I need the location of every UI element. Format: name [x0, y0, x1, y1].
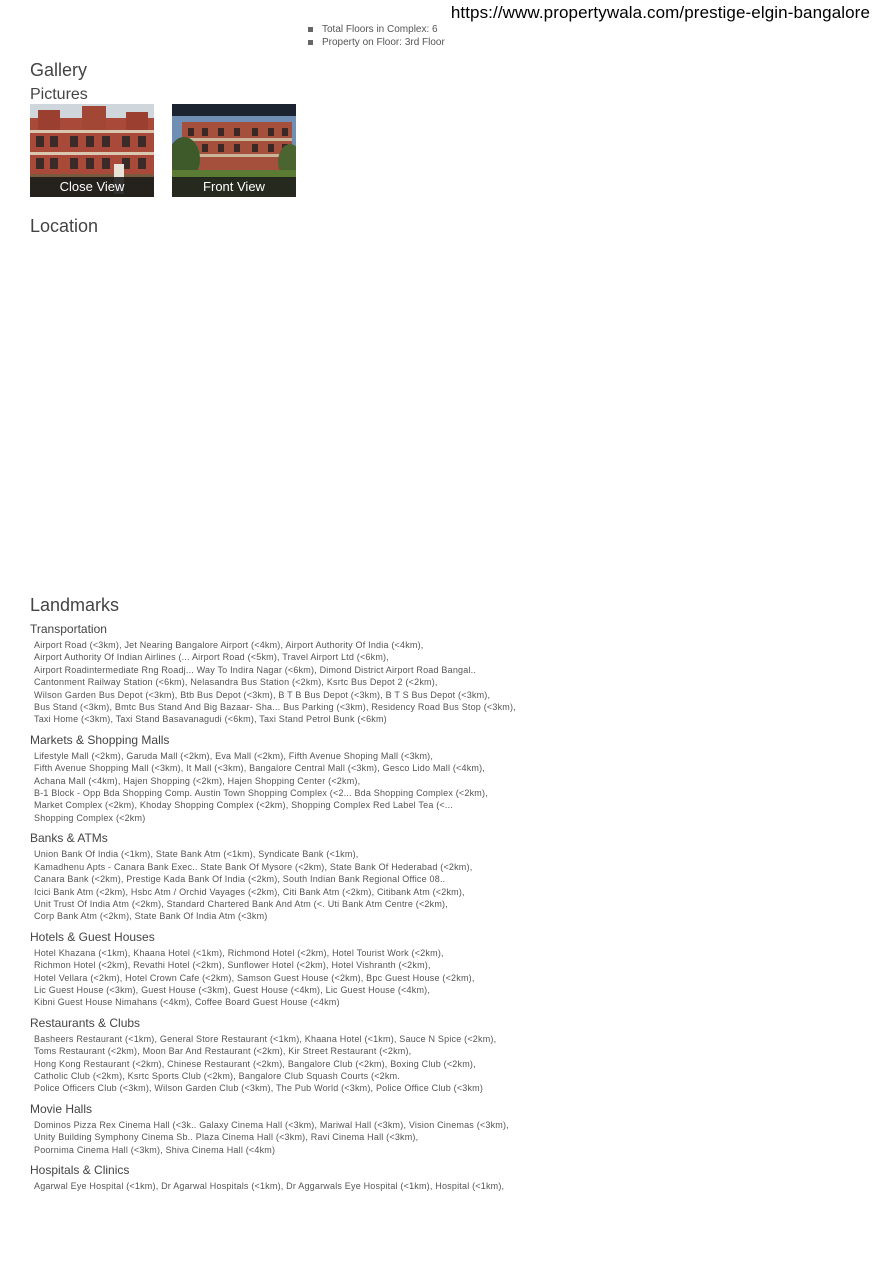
landmark-items — [34, 639, 870, 726]
landmark-category — [30, 1162, 870, 1192]
landmark-items — [34, 848, 870, 922]
landmark-line: Catholic Club (<2km), Ksrtc Sports Club (<2km), Bangalore Club Squash Courts (<2km. — [34, 1070, 400, 1081]
landmark-line: Kamadhenu Apts - Canara Bank Exec.. State Bank Of Mysore (<2km), State Bank Of Hederabad (<2km), — [34, 861, 473, 872]
landmark-line: Cantonment Railway Station (<6km), Nelasandra Bus Station (<2km), Ksrtc Bus Depot 2 (<2km), — [34, 677, 438, 688]
landmark-line: Union Bank Of India (<1km), State Bank Atm (<1km), Syndicate Bank (<1km), — [34, 849, 359, 860]
landmark-line: Lic Guest House (<3km), Guest House (<3km), Guest House (<4km), Lic Guest House (<4km), — [34, 984, 431, 995]
landmark-line: Toms Restaurant (<2km), Moon Bar And Restaurant (<2km), Kir Street Restaurant (<2km), — [34, 1046, 412, 1057]
landmark-line: Taxi Home (<3km), Taxi Stand Basavanagudi (<6km), Taxi Stand Petrol Bunk (<6km) — [34, 714, 387, 725]
landmark-category — [30, 732, 870, 824]
landmark-items — [34, 750, 870, 824]
gallery-thumb-front-view[interactable] — [172, 104, 296, 197]
landmark-line: B-1 Block - Opp Bda Shopping Comp. Austin Town Shopping Complex (<2... Bda Shopping Complex (<2km), — [34, 788, 488, 799]
landmark-line: Lifestyle Mall (<2km), Garuda Mall (<2km), Eva Mall (<2km), Fifth Avenue Shoping Mall (<3km), — [34, 750, 434, 761]
gallery-thumb-close-view[interactable] — [30, 104, 154, 197]
landmark-line: Kibni Guest House Nimahans (<4km), Coffee Board Guest House (<4km) — [34, 997, 340, 1008]
bullet-icon — [308, 27, 313, 32]
landmark-line: Airport Authority Of Indian Airlines (... Airport Road (<5km), Travel Airport Ltd (<6km), — [34, 652, 389, 663]
landmark-line: Agarwal Eye Hospital (<1km), Dr Agarwal Hospitals (<1km), Dr Aggarwals Eye Hospital (<1km), Hospital (<1km), — [34, 1181, 505, 1191]
landmark-line: Hotel Vellara (<2km), Hotel Crown Cafe (<2km), Samson Guest House (<2km), Bpc Guest House (<2km), — [34, 972, 475, 983]
landmark-line: Wilson Garden Bus Depot (<3km), Btb Bus Depot (<3km), B T B Bus Depot (<3km), B T S Bus Depot (<3km), — [34, 689, 491, 700]
landmark-line: Dominos Pizza Rex Cinema Hall (<3k.. Galaxy Cinema Hall (<3km), Mariwal Hall (<3km), Vision Cinemas (<3km), — [34, 1119, 509, 1130]
thumb-caption: Close View — [30, 177, 154, 197]
pictures-label: Pictures — [30, 86, 88, 103]
landmark-items — [34, 947, 870, 1009]
landmark-line: Police Officers Club (<3km), Wilson Garden Club (<3km), The Pub World (<3km), Police Office Club (<3km) — [34, 1083, 484, 1094]
landmark-category — [30, 830, 870, 922]
landmark-line: Hotel Khazana (<1km), Khaana Hotel (<1km), Richmond Hotel (<2km), Hotel Tourist Work (<2km), — [34, 947, 444, 958]
landmark-line: Richmon Hotel (<2km), Revathi Hotel (<2km), Sunflower Hotel (<2km), Hotel Vishranth (<2km), — [34, 960, 431, 971]
landmark-line: Corp Bank Atm (<2km), State Bank Of India Atm (<3km) — [34, 911, 268, 922]
location-map[interactable] — [30, 245, 860, 585]
landmark-line: Hong Kong Restaurant (<2km), Chinese Restaurant (<2km), Bangalore Club (<2km), Boxing Club (<2km), — [34, 1058, 476, 1069]
bullet-icon — [308, 40, 313, 45]
landmark-line: Canara Bank (<2km), Prestige Kada Bank Of India (<2km), South Indian Bank Regional Office 08.. — [34, 874, 446, 885]
landmark-category-title: Transportation — [30, 622, 107, 636]
detail-total-floors — [306, 23, 445, 36]
landmark-category-title: Restaurants & Clubs — [30, 1015, 141, 1030]
landmark-line: Bus Stand (<3km), Bmtc Bus Stand And Big Bazaar- Sha... Bus Parking (<3km), Residency Road Bus Stop (<3km), — [34, 702, 516, 713]
detail-text: Property on Floor: 3rd Floor — [322, 37, 445, 48]
landmark-items — [34, 1180, 870, 1192]
landmark-category-title: Banks & ATMs — [30, 831, 108, 846]
landmark-line: Unity Building Symphony Cinema Sb.. Plaza Cinema Hall (<3km), Ravi Cinema Hall (<3km), — [34, 1132, 419, 1143]
landmark-category — [30, 1101, 870, 1156]
landmark-line: Fifth Avenue Shopping Mall (<3km), It Mall (<3km), Bangalore Central Mall (<3km), Gesco Lido Mall (<4km), — [34, 763, 486, 774]
landmark-line: Poornima Cinema Hall (<3km), Shiva Cinema Hall (<4km) — [34, 1144, 276, 1155]
property-details-list — [306, 23, 445, 49]
location-title: Location — [30, 216, 99, 236]
landmark-category-title: Movie Halls — [30, 1101, 93, 1116]
landmarks-title: Landmarks — [30, 595, 120, 615]
landmark-line: Achana Mall (<4km), Hajen Shopping (<2km), Hajen Shopping Center (<2km), — [34, 775, 361, 786]
landmark-line: Unit Trust Of India Atm (<2km), Standard Chartered Bank And Atm (<. Uti Bank Atm Centre (<2km), — [34, 898, 448, 909]
page-url[interactable]: https://www.propertywala.com/prestige-elgin-bangalore — [450, 3, 870, 22]
detail-property-floor — [306, 36, 445, 49]
thumb-caption: Front View — [172, 177, 296, 197]
landmark-category — [30, 1015, 870, 1095]
detail-text: Total Floors in Complex: 6 — [322, 24, 438, 35]
landmarks-list — [30, 621, 870, 1198]
landmark-items — [34, 1033, 870, 1095]
landmark-items — [34, 1119, 870, 1156]
landmark-category-title: Hospitals & Clinics — [30, 1163, 130, 1177]
landmark-line: Airport Roadintermediate Rng Roadj... Way To Indira Nagar (<6km), Dimond District Airport Road Bangal.. — [34, 664, 477, 675]
landmark-category — [30, 929, 870, 1009]
landmark-line: Airport Road (<3km), Jet Nearing Bangalore Airport (<4km), Airport Authority Of India (<4km), — [34, 640, 424, 650]
landmark-category-title: Markets & Shopping Malls — [30, 732, 170, 747]
landmark-line: Shopping Complex (<2km) — [34, 812, 146, 823]
landmark-line: Market Complex (<2km), Khoday Shopping Complex (<2km), Shopping Complex Red Label Tea (<... — [34, 800, 453, 811]
landmark-line: Basheers Restaurant (<1km), General Store Restaurant (<1km), Khaana Hotel (<1km), Sauce N Spice (<2km), — [34, 1033, 497, 1044]
landmark-line: Icici Bank Atm (<2km), Hsbc Atm / Orchid Vayages (<2km), Citi Bank Atm (<2km), Citibank Atm (<2km), — [34, 886, 465, 897]
gallery-title: Gallery — [30, 60, 88, 80]
landmark-category — [30, 621, 870, 726]
landmark-category-title: Hotels & Guest Houses — [30, 929, 155, 944]
